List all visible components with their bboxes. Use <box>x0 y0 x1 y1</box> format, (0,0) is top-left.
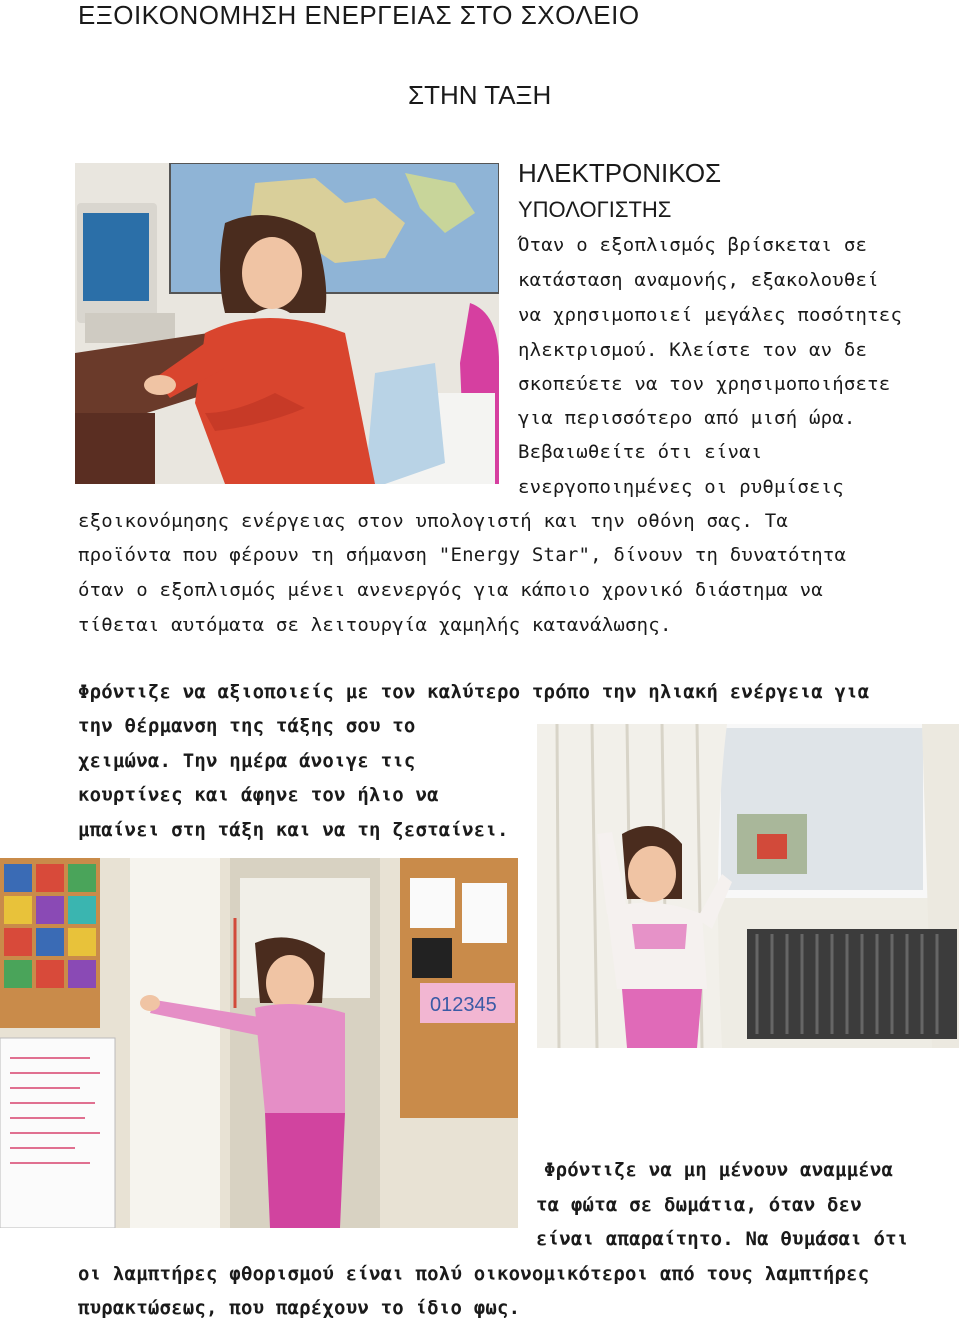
computer-text-line: τίθεται αυτόματα σε λειτουργία χαμηλής κατανάλωσης. <box>78 614 672 636</box>
solar-text-line: κουρτίνες και άφηνε τον ήλιο να <box>78 784 439 806</box>
computer-scene-illustration <box>75 163 499 484</box>
computer-text-line: σκοπεύετε να τον χρησιμοποιήσετε <box>518 373 891 395</box>
lights-text-line: τα φώτα σε δωμάτια, όταν δεν <box>536 1194 862 1216</box>
computer-text-line: εξοικονόμησης ενέργειας στον υπολογιστή και την οθόνη σας. Τα <box>78 510 788 532</box>
computer-text-line: να χρησιμοποιεί μεγάλες ποσότητες <box>518 304 903 326</box>
computer-text-line: κατάσταση αναμονής, εξακολουθεί <box>518 269 879 291</box>
section-subtitle: ΣΤΗΝ ΤΑΞΗ <box>408 80 552 110</box>
solar-text-line: Φρόντιζε να αξιοποιείς με τον καλύτερο τρόπο την ηλιακή ενέργεια για <box>78 681 870 703</box>
solar-text-line: χειμώνα. Την ημέρα άνοιγε τις <box>78 750 416 772</box>
computer-heading: ΗΛΕΚΤΡΟΝΙΚΟΣ <box>518 158 722 188</box>
computer-text-line: Όταν ο εξοπλισμός βρίσκεται σε <box>518 234 868 256</box>
computer-text-line: όταν ο εξοπλισμός μένει ανενεργός για κάποιο χρονικό διάστημα να <box>78 579 823 601</box>
solar-text-line: μπαίνει στη τάξη και να τη ζεσταίνει. <box>78 819 509 841</box>
lights-text-line: είναι απαραίτητο. Να θυμάσαι ότι <box>536 1228 909 1250</box>
photo-girl-at-computer <box>75 163 499 484</box>
computer-text-line: Βεβαιωθείτε ότι είναι <box>518 441 763 463</box>
hallway-scene-illustration <box>0 858 518 1228</box>
computer-text-line: ηλεκτρισμού. Κλείστε τον αν δε <box>518 339 868 361</box>
solar-text-line: την θέρμανση της τάξης σου το <box>78 715 416 737</box>
wall-digits-label: 012345 <box>430 994 497 1016</box>
photo-girl-at-light-switch <box>0 858 518 1228</box>
lights-text-line: οι λαμπτήρες φθορισμού είναι πολύ οικονομικότεροι από τους λαμπτήρες <box>78 1263 870 1285</box>
computer-text-line: ενεργοποιημένες οι ρυθμίσεις <box>518 476 844 498</box>
curtain-scene-illustration <box>537 724 959 1048</box>
computer-text-line: για περισσότερο από μισή ώρα. <box>518 407 856 429</box>
lights-text-line: Φρόντιζε να μη μένουν αναμμένα <box>544 1159 894 1181</box>
photo-girl-opening-curtains <box>537 724 959 1048</box>
computer-heading-2: ΥΠΟΛΟΓΙΣΤΗΣ <box>518 197 672 222</box>
computer-text-line: προϊόντα που φέρουν τη σήμανση "Energy Star", δίνουν τη δυνατότητα <box>78 544 847 566</box>
lights-text-line: πυρακτώσεως, που παρέχουν το ίδιο φως. <box>78 1297 521 1319</box>
document-title: ΕΞΟΙΚΟΝΟΜΗΣΗ ΕΝΕΡΓΕΙΑΣ ΣΤΟ ΣΧΟΛΕΙΟ <box>78 0 640 30</box>
